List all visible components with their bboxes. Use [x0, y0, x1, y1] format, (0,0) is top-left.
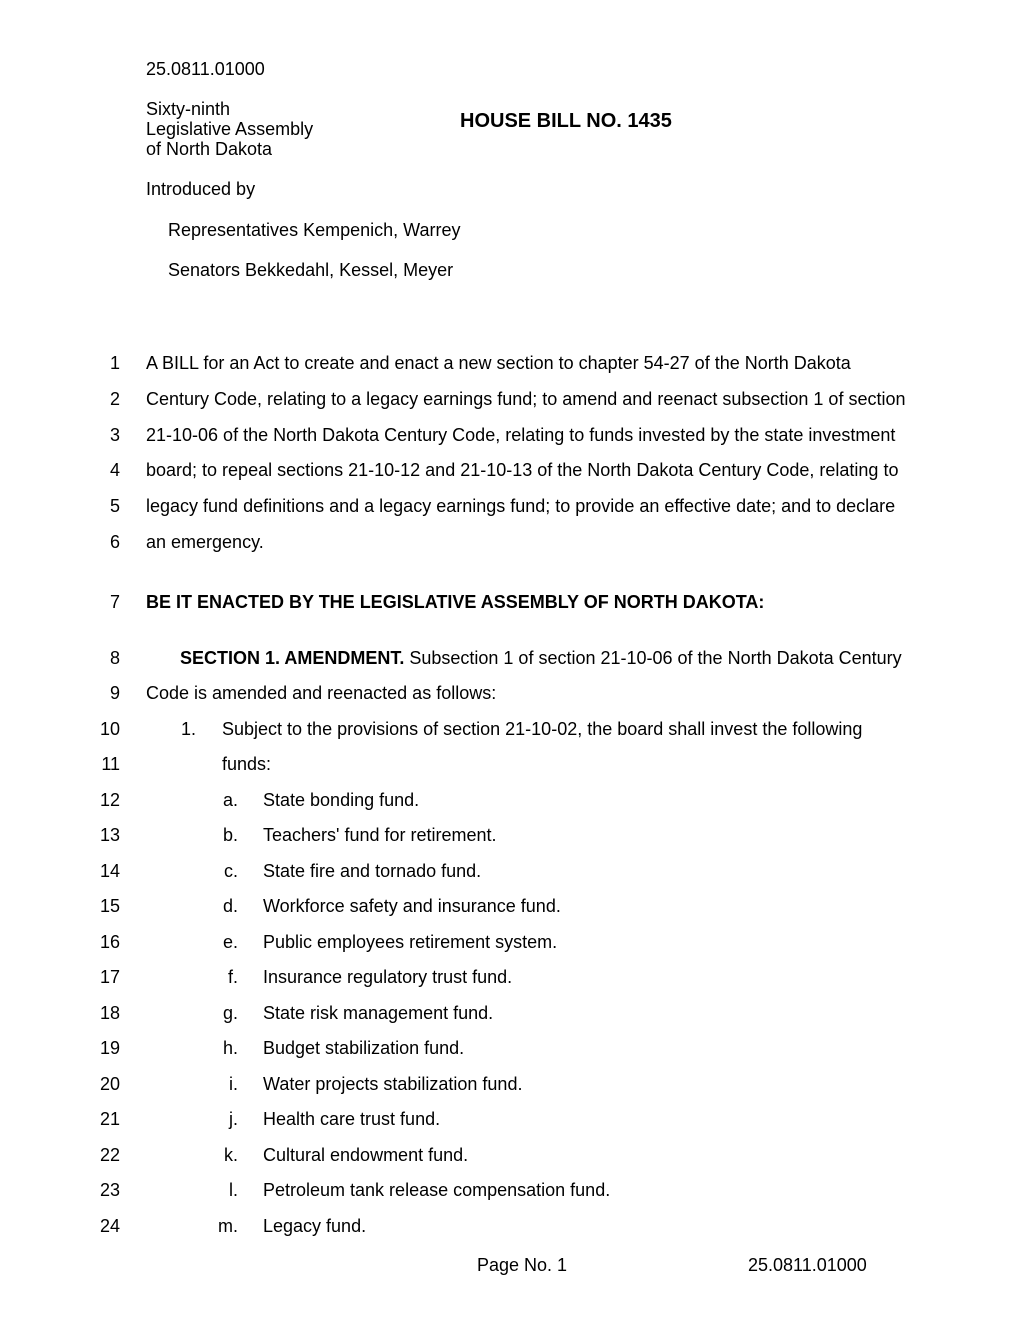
- list-item: Public employees retirement system.: [263, 932, 558, 952]
- subsection-text: Subject to the provisions of section 21-10-02, the board shall invest the following: [222, 719, 863, 739]
- list-item: Workforce safety and insurance fund.: [263, 896, 561, 916]
- line-number: 9: [109, 683, 120, 703]
- bill-title-line: legacy fund definitions and a legacy earnings fund; to provide an effective date; and to declare: [146, 496, 896, 516]
- assembly-line-3: of North Dakota: [146, 139, 273, 159]
- bill-title-line: board; to repeal sections 21-10-12 and 21-10-13 of the North Dakota Century Code, relating to: [146, 460, 899, 480]
- list-marker: c.: [223, 861, 238, 881]
- list-marker: a.: [222, 790, 238, 810]
- list-item: Water projects stabilization fund.: [263, 1074, 523, 1094]
- list-marker: g.: [222, 1003, 238, 1023]
- list-marker: f.: [227, 967, 238, 987]
- list-marker: k.: [223, 1145, 238, 1165]
- section-1-text: Subsection 1 of section 21-10-06 of the North Dakota Century: [404, 648, 902, 668]
- sponsors-representatives: Representatives Kempenich, Warrey: [168, 220, 461, 240]
- line-number: 7: [109, 592, 120, 612]
- line-number: 11: [101, 754, 120, 774]
- list-marker: d.: [222, 896, 238, 916]
- assembly-line-1: Sixty-ninth: [146, 99, 231, 119]
- line-number: 21: [99, 1109, 120, 1129]
- line-number: 22: [99, 1145, 120, 1165]
- line-number: 24: [99, 1216, 120, 1236]
- list-marker: j.: [229, 1109, 238, 1129]
- introduced-by-label: Introduced by: [146, 179, 256, 199]
- list-item: Health care trust fund.: [263, 1109, 441, 1129]
- bill-title-line: Century Code, relating to a legacy earnings fund; to amend and reenact subsection 1 of section: [146, 389, 906, 409]
- list-item: Budget stabilization fund.: [263, 1038, 465, 1058]
- line-number: 12: [99, 790, 120, 810]
- line-number: 13: [99, 825, 120, 845]
- list-item: Legacy fund.: [263, 1216, 367, 1236]
- sponsors-senators: Senators Bekkedahl, Kessel, Meyer: [168, 260, 454, 280]
- bill-title-line: A BILL for an Act to create and enact a new section to chapter 54-27 of the North Dakota: [146, 353, 851, 373]
- line-number: 20: [99, 1074, 120, 1094]
- line-number: 18: [99, 1003, 120, 1023]
- section-1-heading: SECTION 1. AMENDMENT.: [180, 648, 405, 668]
- line-number: 6: [109, 532, 120, 552]
- line-number: 5: [109, 496, 120, 516]
- section-1-intro: [180, 648, 902, 668]
- line-number: 17: [99, 967, 120, 987]
- enacting-clause: BE IT ENACTED BY THE LEGISLATIVE ASSEMBLY OF NORTH DAKOTA:: [146, 592, 765, 612]
- section-1-text-cont: Code is amended and reenacted as follows:: [146, 683, 497, 703]
- list-item: State fire and tornado fund.: [263, 861, 482, 881]
- line-number: 23: [99, 1180, 120, 1200]
- line-number: 14: [99, 861, 120, 881]
- line-number: 19: [99, 1038, 120, 1058]
- list-marker: h.: [222, 1038, 238, 1058]
- line-number: 10: [99, 719, 120, 739]
- subsection-text-cont: funds:: [222, 754, 272, 774]
- line-number: 15: [99, 896, 120, 916]
- list-item: Teachers' fund for retirement.: [263, 825, 497, 845]
- list-marker: l.: [229, 1180, 238, 1200]
- list-item: Insurance regulatory trust fund.: [263, 967, 513, 987]
- list-marker: e.: [222, 932, 238, 952]
- line-number: 2: [109, 389, 120, 409]
- line-number: 16: [99, 932, 120, 952]
- list-marker: i.: [229, 1074, 238, 1094]
- line-number: 4: [109, 460, 120, 480]
- list-marker: m.: [218, 1216, 238, 1236]
- bill-title-line: an emergency.: [146, 532, 264, 552]
- list-item: State bonding fund.: [263, 790, 420, 810]
- bill-title: HOUSE BILL NO. 1435: [460, 110, 672, 132]
- footer-bill-number: 25.0811.01000: [748, 1255, 867, 1275]
- line-number: 8: [109, 648, 120, 668]
- subsection-marker: 1.: [180, 719, 196, 739]
- list-marker: b.: [222, 825, 238, 845]
- assembly-line-2: Legislative Assembly: [146, 119, 314, 139]
- bill-title-line: 21-10-06 of the North Dakota Century Code, relating to funds invested by the state investment: [146, 425, 896, 445]
- page-number: Page No. 1: [477, 1255, 568, 1275]
- list-item: Cultural endowment fund.: [263, 1145, 469, 1165]
- bill-number-header: 25.0811.01000: [146, 59, 265, 79]
- list-item: State risk management fund.: [263, 1003, 494, 1023]
- line-number: 1: [109, 353, 120, 373]
- list-item: Petroleum tank release compensation fund.: [263, 1180, 611, 1200]
- line-number: 3: [109, 425, 120, 445]
